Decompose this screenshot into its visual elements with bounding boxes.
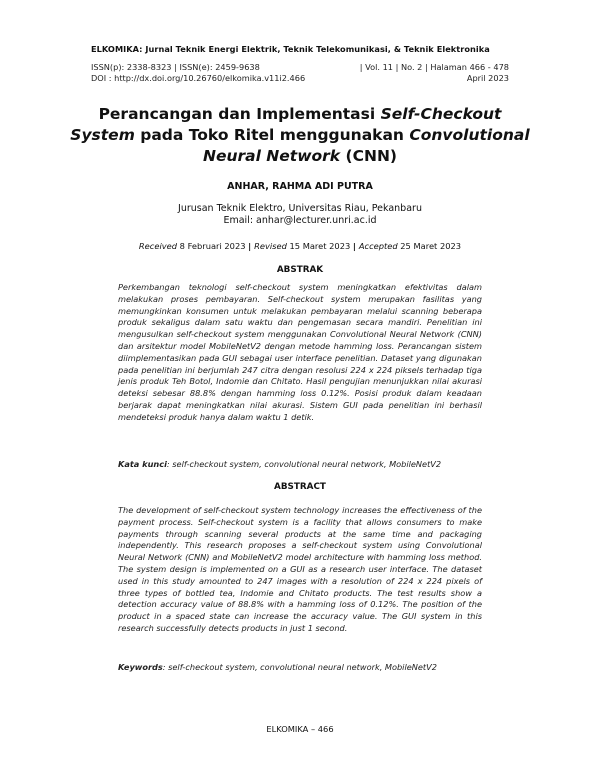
doi-link[interactable]: DOI : http://dx.doi.org/10.26760/elkomika.v11i2.466 <box>91 73 306 83</box>
received-date: 8 Februari 2023 <box>177 241 249 251</box>
accepted-date: 25 Maret 2023 <box>397 241 462 251</box>
abstract-heading: ABSTRACT <box>274 482 326 492</box>
journal-name: ELKOMIKA: Jurnal Teknik Energi Elektrik, Teknik Telekomunikasi, & Teknik Elektronika <box>91 44 490 54</box>
abstrak-heading: ABSTRAK <box>276 265 324 275</box>
date-separator: | <box>352 241 359 251</box>
accepted-label: Accepted <box>358 241 398 251</box>
date-separator: | <box>248 241 255 251</box>
keywords <box>118 662 498 672</box>
title-part-2: Self-Checkout System <box>70 105 502 144</box>
page-footer: ELKOMIKA – 466 <box>266 724 334 734</box>
article-dates <box>0 241 600 251</box>
keywords-values: : self-checkout system, convolutional neural network, MobileNetV2 <box>162 662 437 672</box>
abstract-text: The development of self-checkout system technology increases the effectiveness of the payment process. Self-checkout system is a facility that allows consumers to make payments through scanning several products at the same time and packaging independently. This research proposes a self-checkout system using Convolutional Neural Network (CNN) and MobileNetV2 model architecture with hamming loss method. The system design is implemented on a GUI as a research user interface. The dataset used in this study amounted to 247 images with a resolution of 224 x 224 pixels of three types of bottled tea, Indomie and Chitato products. The test results show a detection accuracy value of 88.8% with a hamming loss of 0.12%. The position of the product in a spaced state can increase the accuracy value. The GUI system in this research successfully detects products in just 1 second. <box>118 505 482 633</box>
revised-date: 15 Maret 2023 <box>286 241 353 251</box>
affiliation-block <box>0 203 600 227</box>
email[interactable]: Email: anhar@lecturer.unri.ac.id <box>223 215 377 226</box>
paper-title <box>70 104 530 167</box>
issue-date: April 2023 <box>466 73 509 83</box>
title-part-1: Perancangan dan Implementasi <box>98 105 381 123</box>
affiliation: Jurusan Teknik Elektro, Universitas Riau, Pekanbaru <box>178 203 422 214</box>
authors: ANHAR, RAHMA ADI PUTRA <box>227 181 373 192</box>
issn-info: ISSN(p): 2338-8323 | ISSN(e): 2459-9638 <box>91 62 260 72</box>
kata-kunci-values: : self-checkout system, convolutional neural network, MobileNetV2 <box>166 459 442 469</box>
keywords-label: Keywords <box>118 662 163 672</box>
title-part-4: Convolutional Neural Network <box>202 126 530 165</box>
volume-info: | Vol. 11 | No. 2 | Halaman 466 - 478 <box>359 62 509 72</box>
kata-kunci <box>118 459 498 469</box>
abstrak-text: Perkembangan teknologi self-checkout system meningkatkan efektivitas dalam melakukan proses pembayaran. Self-checkout system merupakan fasilitas yang memungkinkan konsumen untuk melakukan pembayaran melalui scanning beberapa produk sekaligus dalam satu waktu dan pengemasan secara mandiri. Penelitian ini mengusulkan self-checkout system menggunakan Convolutional Neural Network (CNN) dan arsitektur model MobileNetV2 dengan metode hamming loss. Perancangan sistem diimplementasikan pada GUI sebagai user interface penelitian. Dataset yang digunakan pada penelitian ini berjumlah 247 citra dengan resolusi 224 x 224 piksels terhadap tiga jenis produk Teh Botol, Indomie dan Chitato. Hasil pengujian menunjukkan nilai akurasi deteksi sebesar 88.8% dengan hamming loss 0.12%. Posisi produk dalam keadaan berjarak dapat meningkatkan nilai akurasi. Sistem GUI pada penelitian ini berhasil mendeteksi produk hanya dalam waktu 1 detik. <box>118 282 482 422</box>
revised-label: Revised <box>254 241 287 251</box>
title-part-3: pada Toko Ritel menggunakan <box>134 126 410 144</box>
title-part-5: (CNN) <box>340 147 398 165</box>
received-label: Received <box>138 241 178 251</box>
kata-kunci-label: Kata kunci <box>118 459 167 469</box>
